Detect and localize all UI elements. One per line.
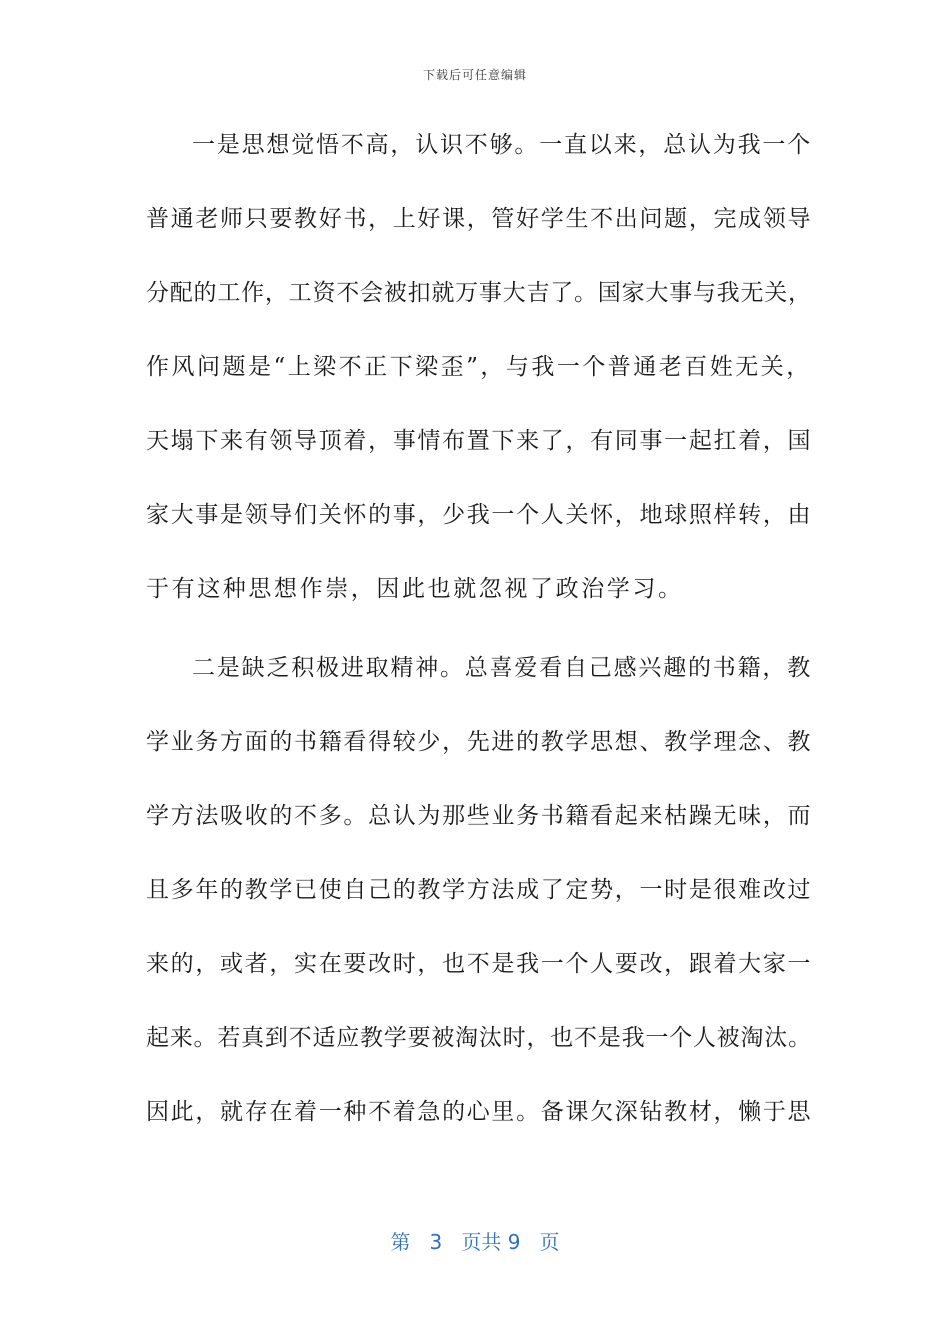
text-line: 分配的工作，工资不会被扣就万事大吉了。国家大事与我无关， xyxy=(146,280,812,306)
text-line: 普通老师只要教好书，上好课，管好学生不出问题，完成领导 xyxy=(146,206,813,232)
text-line: 学业务方面的书籍看得较少，先进的教学思想、教学理念、教 xyxy=(146,729,813,755)
text-line: 天塌下来有领导顶着，事情布置下来了，有同事一起扛着，国 xyxy=(146,428,813,454)
text-line: 来的，或者，实在要改时，也不是我一个人要改，跟着大家一 xyxy=(146,951,813,977)
total-pages-number: 9 xyxy=(507,1230,521,1254)
page-label-prefix: 第 xyxy=(390,1230,411,1254)
text-line: 且多年的教学已使自己的教学方法成了定势，一时是很难改过 xyxy=(146,877,813,903)
text-line: 一是思想觉悟不高，认识不够。一直以来，总认为我一个 xyxy=(192,132,812,158)
text-line: 二是缺乏积极进取精神。总喜爱看自己感兴趣的书籍，教 xyxy=(192,655,812,681)
text-line: 作风问题是“上梁不正下梁歪”，与我一个普通老百姓无关， xyxy=(146,354,812,380)
page-footer xyxy=(0,1226,950,1255)
page-label-middle: 页共 xyxy=(461,1230,502,1254)
current-page-number: 3 xyxy=(429,1230,443,1254)
text-line: 起来。若真到不适应教学要被淘汰时，也不是我一个人被淘汰。 xyxy=(146,1025,812,1051)
text-line: 因此，就存在着一种不着急的心里。备课欠深钻教材，懒于思 xyxy=(146,1099,813,1125)
text-line: 家大事是领导们关怀的事，少我一个人关怀，地球照样转，由 xyxy=(146,502,813,528)
text-line: 学方法吸收的不多。总认为那些业务书籍看起来枯躁无味，而 xyxy=(146,803,813,829)
text-line: 于有这种思想作崇，因此也就忽视了政治学习。 xyxy=(146,576,684,602)
page-header: 下载后可任意编辑 xyxy=(422,68,527,82)
page-label-suffix: 页 xyxy=(539,1230,560,1254)
